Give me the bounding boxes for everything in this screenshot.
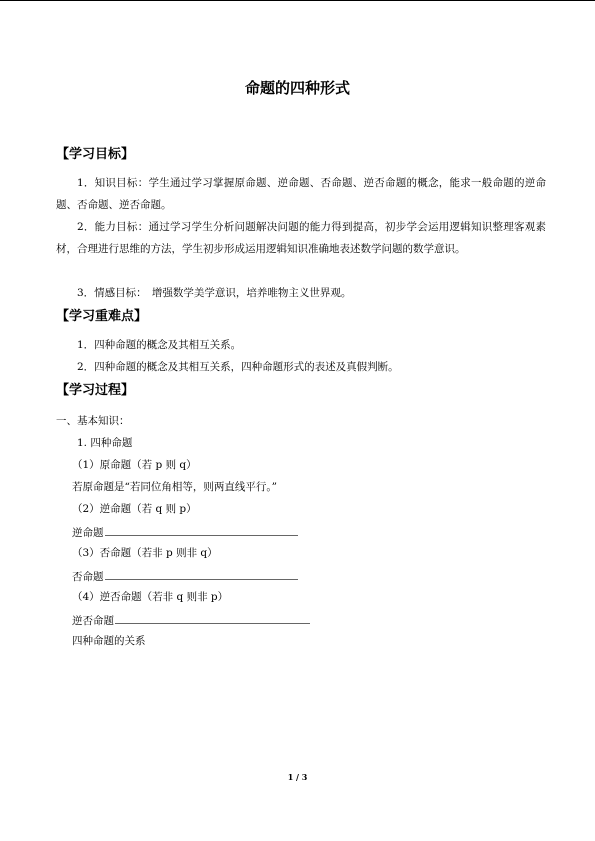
- inverse-answer-blank[interactable]: [105, 568, 298, 580]
- original-proposition-label: （1）原命题（若 p 则 q）: [72, 459, 197, 471]
- section-heading-process: 【学习过程】: [56, 383, 135, 398]
- contrapositive-answer-label: 逆否命题: [72, 615, 114, 627]
- contrapositive-answer-line[interactable]: [72, 612, 310, 628]
- goal-paragraph-ability: 2．能力目标：通过学习学生分析问题解决问题的能力得到提高，初步学会运用逻辑知识整理客观素材，合理进行思维的方法，学生初步形成运用逻辑知识准确地表述数学问题的数学意识。: [56, 221, 546, 255]
- goal-paragraph-knowledge: 1．知识目标：学生通过学习掌握原命题、逆命题、否命题、逆否命题的概念，能求一般命题的逆命题、否命题、逆否命题。: [56, 177, 546, 211]
- converse-answer-blank[interactable]: [105, 524, 298, 536]
- relation-label: 四种命题的关系: [72, 635, 146, 647]
- converse-answer-line[interactable]: [72, 524, 298, 540]
- contrapositive-answer-blank[interactable]: [115, 612, 310, 624]
- inverse-proposition-label: （3）否命题（若非 p 则非 q）: [72, 547, 218, 559]
- converse-proposition-label: （2）逆命题（若 q 则 p）: [72, 503, 197, 515]
- original-proposition-example: 若原命题是“若同位角相等，则两直线平行。”: [72, 481, 277, 493]
- inverse-answer-line[interactable]: [72, 568, 298, 584]
- page-title: 命题的四种形式: [244, 79, 350, 97]
- section-heading-goals: 【学习目标】: [56, 147, 135, 162]
- contrapositive-proposition-label: （4）逆否命题（若非 q 则非 p）: [72, 591, 229, 603]
- key-point-item: 2．四种命题的概念及其相互关系，四种命题形式的表述及真假判断。: [77, 361, 399, 373]
- key-point-item: 1．四种命题的概念及其相互关系。: [77, 339, 242, 351]
- goal-paragraph-emotion: 3．情感目标： 增强数学美学意识，培养唯物主义世界观。: [77, 287, 352, 299]
- page-number: 1 / 3: [287, 772, 308, 782]
- converse-answer-label: 逆命题: [72, 527, 104, 539]
- basic-knowledge-label: 一、基本知识：: [56, 415, 130, 427]
- inverse-answer-label: 否命题: [72, 571, 104, 583]
- section-heading-key-points: 【学习重难点】: [56, 309, 148, 324]
- four-propositions-subtitle: 1. 四种命题: [77, 437, 133, 449]
- top-rule: [0, 0, 595, 1]
